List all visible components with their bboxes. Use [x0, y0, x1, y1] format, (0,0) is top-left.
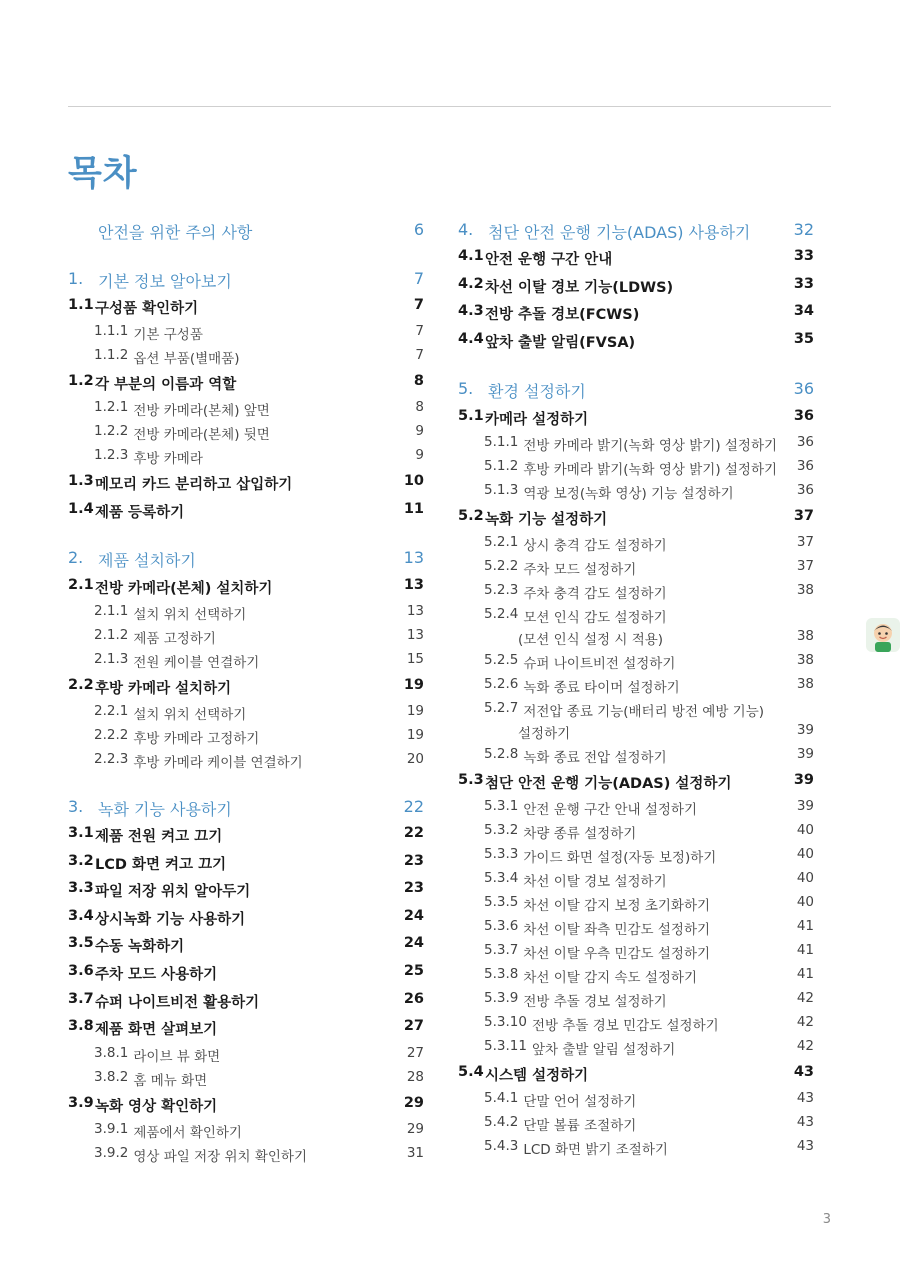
toc-entry-page: 43	[793, 1064, 814, 1080]
toc-entry-page: 36	[796, 458, 814, 474]
toc-subcont-row[interactable]	[458, 722, 814, 742]
toc-sub-row[interactable]	[458, 990, 814, 1010]
toc-entry-label: 수동 녹화하기	[95, 939, 185, 955]
toc-entry-label: 후방 카메라 케이블 연결하기	[133, 755, 303, 771]
toc-entry-number: 5.2.2	[484, 558, 519, 574]
toc-entry-page: 37	[796, 534, 814, 550]
toc-entry-number: 2.2	[68, 677, 94, 693]
toc-sub-row[interactable]	[458, 822, 814, 842]
toc-entry-label: 차선 이탈 경보 기능(LDWS)	[485, 280, 674, 296]
toc-entry-number: 5.2.1	[484, 534, 519, 550]
toc-entry-label: 후방 카메라 밝기(녹화 영상 밝기) 설정하기	[523, 462, 778, 478]
toc-entry-page: 36	[793, 408, 814, 424]
toc-entry-page: 43	[796, 1138, 814, 1154]
toc-entry-label: 전방 카메라 밝기(녹화 영상 밝기) 설정하기	[523, 438, 778, 454]
toc-sub-row[interactable]	[68, 447, 424, 467]
toc-entry-label: 차선 이탈 경보 설정하기	[523, 874, 667, 890]
toc-sub-row[interactable]	[68, 703, 424, 723]
toc-entry-label: 메모리 카드 분리하고 삽입하기	[95, 477, 293, 493]
toc-sub-row[interactable]	[458, 676, 814, 696]
toc-sub-row[interactable]	[68, 1145, 424, 1165]
toc-entry-page: 38	[796, 676, 814, 692]
toc-sub-row[interactable]	[458, 652, 814, 672]
toc-entry-number: 3.7	[68, 991, 94, 1007]
toc-sub-row[interactable]	[68, 323, 424, 343]
toc-entry-number: 5.2.8	[484, 746, 519, 762]
toc-entry-number: 5.	[458, 379, 474, 398]
toc-entry-label: 전방 추돌 경보 설정하기	[523, 994, 667, 1010]
toc-entry-label: 안전 운행 구간 안내	[485, 252, 613, 268]
toc-entry-label: 라이브 뷰 화면	[133, 1049, 221, 1065]
toc-entry-number: 5.2.7	[484, 700, 519, 716]
toc-entry-page: 41	[796, 918, 814, 934]
toc-sub-row[interactable]	[458, 1014, 814, 1034]
toc-sub-row[interactable]	[458, 582, 814, 602]
toc-entry-number: 3.4	[68, 908, 94, 924]
toc-entry-number: 1.2.3	[94, 447, 129, 463]
toc-section-row[interactable]	[68, 825, 424, 846]
toc-entry-label: 차량 종류 설정하기	[523, 826, 637, 842]
toc-entry-number	[68, 220, 98, 243]
toc-section-row[interactable]	[68, 963, 424, 984]
toc-chapter-row[interactable]	[68, 220, 424, 243]
toc-entry-number: 1.3	[68, 473, 94, 489]
toc-entry-number: 1.4	[68, 501, 94, 517]
toc-section-row[interactable]	[68, 1095, 424, 1116]
toc-section-row[interactable]	[458, 772, 814, 793]
toc-chapter-row[interactable]	[68, 269, 424, 292]
header-divider	[68, 106, 831, 107]
toc-sub-row[interactable]	[458, 458, 814, 478]
toc-section-row[interactable]	[68, 853, 424, 874]
toc-entry-number: 5.1	[458, 408, 484, 424]
toc-entry-page: 26	[403, 991, 424, 1007]
toc-sub-row[interactable]	[458, 700, 814, 720]
toc-entry-number: 5.4.1	[484, 1090, 519, 1106]
toc-entry-label: 차선 이탈 좌측 민감도 설정하기	[523, 922, 711, 938]
toc-sub-row[interactable]	[458, 894, 814, 914]
toc-sub-row[interactable]	[68, 627, 424, 647]
toc-entry-page: 22	[403, 825, 424, 841]
toc-entry-number: 2.1.2	[94, 627, 129, 643]
toc-entry-number: 3.	[68, 797, 84, 816]
toc-entry-label: 제품 전원 켜고 끄기	[95, 829, 223, 845]
toc-entry-number: 4.4	[458, 331, 484, 347]
toc-entry-label: 옵션 부품(별매품)	[133, 351, 240, 367]
toc-section-row[interactable]	[68, 501, 424, 522]
toc-entry-label: 단말 언어 설정하기	[523, 1094, 637, 1110]
page-number: 3	[822, 1212, 831, 1227]
toc-section-row[interactable]	[68, 908, 424, 929]
page-title: 목차	[68, 154, 138, 194]
toc-entry-page: 40	[796, 846, 814, 862]
toc-entry-label: 제품 고정하기	[133, 631, 216, 647]
toc-entry-number: 5.3.2	[484, 822, 519, 838]
toc-entry-label: 안전 운행 구간 안내 설정하기	[523, 802, 698, 818]
toc-section-row[interactable]	[458, 508, 814, 529]
toc-entry-page: 41	[796, 942, 814, 958]
toc-entry-page: 33	[793, 276, 814, 292]
toc-entry-label: 카메라 설정하기	[485, 412, 589, 428]
toc-entry-label: 슈퍼 나이트비전 활용하기	[95, 995, 260, 1011]
toc-entry-number: 3.5	[68, 935, 94, 951]
toc-entry-page: 22	[403, 797, 424, 816]
toc-entry-page: 40	[796, 822, 814, 838]
toc-entry-number: 5.1.3	[484, 482, 519, 498]
toc-section-row[interactable]	[458, 1064, 814, 1085]
toc-sub-row[interactable]	[68, 727, 424, 747]
toc-chapter-row[interactable]	[458, 379, 814, 402]
toc-entry-label: 주차 모드 사용하기	[95, 967, 218, 983]
toc-entry-label: 저전압 종료 기능(배터리 방전 예방 기능)	[523, 704, 765, 720]
toc-entry-number: 1.2.1	[94, 399, 129, 415]
toc-entry-label: (모션 인식 설정 시 적용)	[518, 632, 664, 648]
toc-entry-number: 5.4.3	[484, 1138, 519, 1154]
toc-entry-label: 환경 설정하기	[488, 382, 586, 401]
toc-entry-label: 전방 카메라(본체) 앞면	[133, 403, 270, 419]
toc-sub-row[interactable]	[458, 482, 814, 502]
toc-entry-label: LCD 화면 밝기 조절하기	[523, 1142, 668, 1158]
toc-sub-row[interactable]	[458, 1038, 814, 1058]
toc-entry-page: 13	[403, 548, 424, 567]
toc-entry-number: 1.2.2	[94, 423, 129, 439]
toc-sub-row[interactable]	[68, 347, 424, 367]
toc-entry-number: 2.2.2	[94, 727, 129, 743]
toc-entry-label: 설치 위치 선택하기	[133, 707, 247, 723]
toc-entry-number: 3.1	[68, 825, 94, 841]
toc-sub-row[interactable]	[68, 651, 424, 671]
toc-entry-number: 3.9	[68, 1095, 94, 1111]
toc-sub-row[interactable]	[458, 942, 814, 962]
toc-sub-row[interactable]	[458, 434, 814, 454]
toc-entry-page: 34	[793, 303, 814, 319]
toc-entry-number: 5.3.9	[484, 990, 519, 1006]
toc-entry-label: 제품 화면 살펴보기	[95, 1022, 218, 1038]
toc-section-row[interactable]	[458, 408, 814, 429]
toc-entry-label: 전방 카메라(본체) 설치하기	[95, 581, 273, 597]
toc-sub-row[interactable]	[68, 603, 424, 623]
toc-chapter-row[interactable]	[458, 220, 814, 243]
toc-entry-page: 32	[793, 220, 814, 239]
toc-entry-label: 후방 카메라 고정하기	[133, 731, 260, 747]
toc-section-row[interactable]	[68, 935, 424, 956]
toc-sub-row[interactable]	[68, 423, 424, 443]
toc-section-row[interactable]	[68, 473, 424, 494]
toc-entry-label: 시스템 설정하기	[485, 1068, 589, 1084]
toc-section-row[interactable]	[68, 1018, 424, 1039]
toc-entry-label: 녹화 종료 타이머 설정하기	[523, 680, 680, 696]
toc-entry-page: 9	[415, 447, 424, 463]
toc-entry-label: 제품 등록하기	[95, 505, 185, 521]
toc-entry-page: 36	[796, 482, 814, 498]
toc-section-row[interactable]	[68, 880, 424, 901]
toc-entry-page: 25	[403, 963, 424, 979]
toc-entry-number: 1.2	[68, 373, 94, 389]
toc-entry-page: 9	[415, 423, 424, 439]
toc-entry-label: 차선 이탈 감지 보정 초기화하기	[523, 898, 711, 914]
toc-sub-row[interactable]	[458, 746, 814, 766]
toc-entry-number: 2.2.1	[94, 703, 129, 719]
toc-entry-label: 후방 카메라	[133, 451, 203, 467]
toc-entry-page: 39	[796, 722, 814, 738]
toc-entry-page: 39	[793, 772, 814, 788]
toc-entry-page: 27	[403, 1018, 424, 1034]
toc-entry-number: 5.2.3	[484, 582, 519, 598]
toc-sub-row[interactable]	[458, 798, 814, 818]
toc-entry-page	[790, 700, 814, 720]
toc-section-row[interactable]	[458, 248, 814, 269]
toc-entry-number: 3.9.1	[94, 1121, 129, 1137]
toc-entry-page: 36	[796, 434, 814, 450]
toc-entry-number: 5.3.11	[484, 1038, 527, 1054]
toc-sub-row[interactable]	[68, 751, 424, 771]
toc-entry-page: 8	[413, 373, 424, 389]
toc-entry-page: 19	[406, 703, 424, 719]
toc-entry-page: 24	[403, 935, 424, 951]
toc-sub-row[interactable]	[458, 1114, 814, 1134]
toc-entry-number: 5.3.10	[484, 1014, 527, 1030]
toc-entry-page: 43	[796, 1090, 814, 1106]
toc-entry-label: 앞차 출발 알림 설정하기	[531, 1042, 676, 1058]
toc-entry-label: 기본 구성품	[133, 327, 203, 343]
toc-entry-number: 3.6	[68, 963, 94, 979]
toc-sub-row[interactable]	[68, 1069, 424, 1089]
toc-entry-number: 2.1	[68, 577, 94, 593]
toc-entry-number: 5.1.1	[484, 434, 519, 450]
toc-entry-label: 홈 메뉴 화면	[133, 1073, 208, 1089]
toc-entry-label: 녹화 기능 사용하기	[98, 800, 232, 819]
toc-entry-label: LCD 화면 켜고 끄기	[95, 857, 227, 873]
toc-entry-number: 2.1.1	[94, 603, 129, 619]
toc-entry-number: 3.8.2	[94, 1069, 129, 1085]
toc-sub-row[interactable]	[458, 966, 814, 986]
toc-entry-page: 11	[403, 501, 424, 517]
toc-entry-page: 42	[796, 990, 814, 1006]
toc-sub-row[interactable]	[458, 1090, 814, 1110]
toc-entry-number: 1.	[68, 269, 84, 288]
toc-subcont-row[interactable]	[458, 628, 814, 648]
toc-entry-number: 5.2.6	[484, 676, 519, 692]
toc-entry-label: 전방 카메라(본체) 뒷면	[133, 427, 270, 443]
toc-entry-number: 5.3.5	[484, 894, 519, 910]
toc-entry-label: 녹화 영상 확인하기	[95, 1099, 218, 1115]
toc-entry-label: 슈퍼 나이트비전 설정하기	[523, 656, 676, 672]
toc-sub-row[interactable]	[458, 558, 814, 578]
toc-entry-number: 2.	[68, 548, 84, 567]
toc-entry-number: 5.3.3	[484, 846, 519, 862]
character-face-icon[interactable]	[866, 618, 900, 652]
toc-entry-number: 3.9.2	[94, 1145, 129, 1161]
toc-entry-page: 24	[403, 908, 424, 924]
toc-entry-number: 5.2	[458, 508, 484, 524]
toc-entry-page: 19	[403, 677, 424, 693]
toc-entry-label: 후방 카메라 설치하기	[95, 681, 232, 697]
toc-entry-page: 29	[406, 1121, 424, 1137]
toc-entry-label: 상시 충격 감도 설정하기	[523, 538, 667, 554]
toc-entry-number: 4.3	[458, 303, 484, 319]
toc-entry-page: 29	[403, 1095, 424, 1111]
toc-entry-page: 13	[406, 603, 424, 619]
toc-entry-page: 23	[403, 880, 424, 896]
toc-entry-page: 19	[406, 727, 424, 743]
toc-entry-number: 3.8.1	[94, 1045, 129, 1061]
toc-entry-label: 영상 파일 저장 위치 확인하기	[133, 1149, 308, 1165]
toc-entry-page: 37	[793, 508, 814, 524]
toc-section-row[interactable]	[68, 991, 424, 1012]
toc-sub-row[interactable]	[458, 846, 814, 866]
toc-entry-label: 모션 인식 감도 설정하기	[523, 610, 667, 626]
toc-entry-page: 7	[413, 297, 424, 313]
toc-entry-number: 3.2	[68, 853, 94, 869]
toc-entry-label: 전원 케이블 연결하기	[133, 655, 260, 671]
toc-entry-number: 1.1.2	[94, 347, 129, 363]
toc-entry-label: 앞차 출발 알림(FVSA)	[485, 335, 636, 351]
toc-entry-page: 39	[796, 746, 814, 762]
toc-entry-page: 40	[796, 870, 814, 886]
toc-entry-page: 38	[796, 628, 814, 644]
toc-section-row[interactable]	[458, 276, 814, 297]
toc-entry-page: 7	[415, 323, 424, 339]
toc-section-row[interactable]	[68, 677, 424, 698]
toc-entry-page: 37	[796, 558, 814, 574]
toc-entry-label: 차선 이탈 감지 속도 설정하기	[523, 970, 698, 986]
toc-chapter-row[interactable]	[68, 548, 424, 571]
toc-entry-page: 39	[796, 798, 814, 814]
toc-entry-number: 5.1.2	[484, 458, 519, 474]
toc-entry-page: 33	[793, 248, 814, 264]
toc-entry-page: 27	[406, 1045, 424, 1061]
toc-entry-page: 28	[406, 1069, 424, 1085]
toc-entry-label: 제품에서 확인하기	[133, 1125, 242, 1141]
toc-entry-page: 23	[403, 853, 424, 869]
toc-sub-row[interactable]	[68, 399, 424, 419]
toc-entry-label: 구성품 확인하기	[95, 301, 199, 317]
toc-entry-page: 8	[415, 399, 424, 415]
toc-entry-number: 4.2	[458, 276, 484, 292]
toc-entry-page: 35	[793, 331, 814, 347]
toc-entry-page: 31	[406, 1145, 424, 1161]
toc-entry-page: 13	[403, 577, 424, 593]
toc-entry-number: 2.2.3	[94, 751, 129, 767]
toc-entry-number: 5.3.8	[484, 966, 519, 982]
toc-entry-number: 5.3.6	[484, 918, 519, 934]
toc-entry-number: 3.3	[68, 880, 94, 896]
toc-entry-number: 2.1.3	[94, 651, 129, 667]
toc-entry-label: 첨단 안전 운행 기능(ADAS) 설정하기	[485, 776, 732, 792]
toc-sub-row[interactable]	[458, 534, 814, 554]
toc-entry-label: 역광 보정(녹화 영상) 기능 설정하기	[523, 486, 734, 502]
toc-entry-page: 6	[413, 220, 424, 239]
toc-entry-label: 설치 위치 선택하기	[133, 607, 247, 623]
toc-entry-label: 각 부분의 이름과 역할	[95, 377, 237, 393]
toc-entry-page: 36	[793, 379, 814, 398]
toc-sub-row[interactable]	[458, 870, 814, 890]
toc-entry-page: 10	[403, 473, 424, 489]
toc-section-row[interactable]	[68, 373, 424, 394]
toc-entry-number: 5.4	[458, 1064, 484, 1080]
toc-entry-number: 5.2.4	[484, 606, 519, 622]
toc-entry-page: 38	[796, 582, 814, 598]
toc-entry-label: 녹화 종료 전압 설정하기	[523, 750, 667, 766]
toc-entry-page: 15	[406, 651, 424, 667]
toc-entry-label: 설정하기	[518, 726, 571, 742]
toc-entry-page: 43	[796, 1114, 814, 1130]
toc-entry-label: 안전을 위한 주의 사항	[98, 223, 253, 242]
toc-sub-row[interactable]	[68, 1121, 424, 1141]
toc-entry-page: 13	[406, 627, 424, 643]
toc-entry-label: 첨단 안전 운행 기능(ADAS) 사용하기	[488, 223, 751, 242]
toc-entry-page: 7	[413, 269, 424, 288]
toc-entry-number: 5.3	[458, 772, 484, 788]
toc-section-row[interactable]	[68, 297, 424, 318]
toc-entry-number: 5.4.2	[484, 1114, 519, 1130]
toc-entry-label: 전방 추돌 경보 민감도 설정하기	[531, 1018, 719, 1034]
toc-entry-page: 40	[796, 894, 814, 910]
toc-section-row[interactable]	[458, 303, 814, 324]
toc-sub-row[interactable]	[458, 918, 814, 938]
toc-sub-row[interactable]	[458, 1138, 814, 1158]
toc-entry-page: 42	[796, 1038, 814, 1054]
toc-entry-label: 가이드 화면 설정(자동 보정)하기	[523, 850, 717, 866]
toc-entry-label: 주차 충격 감도 설정하기	[523, 586, 667, 602]
toc-entry-label: 기본 정보 알아보기	[98, 272, 232, 291]
toc-entry-number: 1.1	[68, 297, 94, 313]
toc-entry-label: 파일 저장 위치 알아두기	[95, 884, 251, 900]
toc-entry-page: 42	[796, 1014, 814, 1030]
toc-entry-page: 41	[796, 966, 814, 982]
toc-entry-label: 전방 추돌 경보(FCWS)	[485, 307, 640, 323]
toc-entry-number: 3.8	[68, 1018, 94, 1034]
toc-entry-number: 4.1	[458, 248, 484, 264]
toc-entry-page: 38	[796, 652, 814, 668]
toc-section-row[interactable]	[68, 577, 424, 598]
toc-entry-number: 5.2.5	[484, 652, 519, 668]
toc-entry-number: 1.1.1	[94, 323, 129, 339]
toc-entry-number: 4.	[458, 220, 474, 239]
toc-section-row[interactable]	[458, 331, 814, 352]
toc-entry-label: 차선 이탈 우측 민감도 설정하기	[523, 946, 711, 962]
toc-entry-label: 단말 볼륨 조절하기	[523, 1118, 637, 1134]
toc-entry-label: 상시녹화 기능 사용하기	[95, 912, 246, 928]
toc-entry-label: 녹화 기능 설정하기	[485, 512, 608, 528]
toc-entry-number: 5.3.7	[484, 942, 519, 958]
toc-sub-row[interactable]	[458, 606, 814, 626]
toc-entry-page: 7	[415, 347, 424, 363]
toc-entry-page	[790, 606, 814, 626]
toc-chapter-row[interactable]	[68, 797, 424, 820]
toc-entry-label: 주차 모드 설정하기	[523, 562, 637, 578]
toc-entry-number: 5.3.4	[484, 870, 519, 886]
toc-sub-row[interactable]	[68, 1045, 424, 1065]
toc-entry-page: 20	[406, 751, 424, 767]
toc-entry-number: 5.3.1	[484, 798, 519, 814]
toc-entry-label: 제품 설치하기	[98, 551, 196, 570]
